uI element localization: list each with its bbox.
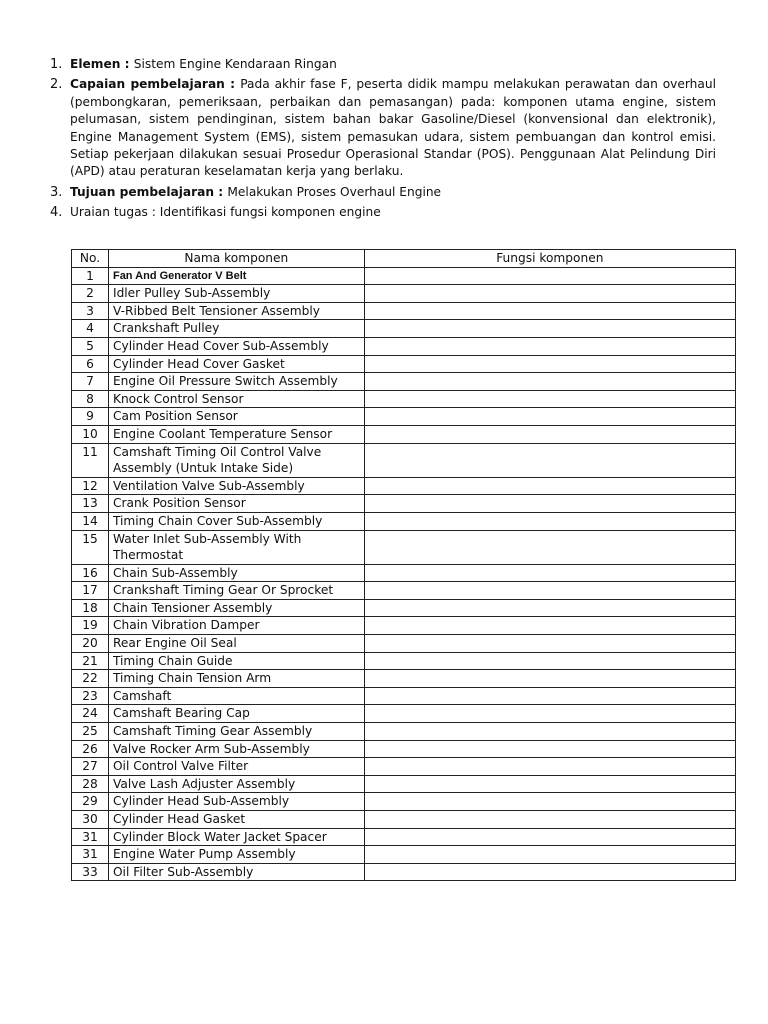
- header-no: No.: [72, 250, 109, 268]
- row-number: 12: [72, 477, 109, 495]
- table-row: [72, 355, 736, 373]
- table-row: [72, 740, 736, 758]
- table-row: [72, 617, 736, 635]
- table-row: [72, 373, 736, 391]
- component-function-cell[interactable]: [364, 564, 735, 582]
- table-row: [72, 530, 736, 564]
- component-name: Timing Chain Tension Arm: [108, 670, 364, 688]
- row-number: 16: [72, 564, 109, 582]
- table-row: [72, 320, 736, 338]
- component-name: Chain Sub-Assembly: [108, 564, 364, 582]
- row-number: 33: [72, 863, 109, 881]
- component-function-cell[interactable]: [364, 635, 735, 653]
- component-name: Oil Control Valve Filter: [108, 758, 364, 776]
- component-function-cell[interactable]: [364, 582, 735, 600]
- row-number: 17: [72, 582, 109, 600]
- component-function-cell[interactable]: [364, 390, 735, 408]
- row-number: 9: [72, 408, 109, 426]
- component-name: Cylinder Head Cover Sub-Assembly: [108, 337, 364, 355]
- row-number: 11: [72, 443, 109, 477]
- component-name: Timing Chain Guide: [108, 652, 364, 670]
- table-row: [72, 775, 736, 793]
- header-nama-komponen: Nama komponen: [108, 250, 364, 268]
- table-row: [72, 390, 736, 408]
- list-number: 1.: [50, 57, 63, 72]
- row-number: 19: [72, 617, 109, 635]
- list-number: 4.: [50, 205, 63, 221]
- component-name: Rear Engine Oil Seal: [108, 635, 364, 653]
- row-number: 13: [72, 495, 109, 513]
- item-label: Tujuan pembelajaran: [70, 184, 215, 199]
- component-function-cell[interactable]: [364, 652, 735, 670]
- component-name: Engine Water Pump Assembly: [108, 846, 364, 864]
- component-name: Water Inlet Sub-Assembly With Thermostat: [108, 530, 364, 564]
- table-row: [72, 495, 736, 513]
- component-name: Chain Vibration Damper: [108, 617, 364, 635]
- component-name: Engine Oil Pressure Switch Assembly: [108, 373, 364, 391]
- component-name: Idler Pulley Sub-Assembly: [108, 285, 364, 303]
- component-name: Ventilation Valve Sub-Assembly: [108, 477, 364, 495]
- row-number: 10: [72, 425, 109, 443]
- table-body: [72, 267, 736, 881]
- table-row: [72, 793, 736, 811]
- item-separator: :: [224, 77, 241, 92]
- row-number: 14: [72, 512, 109, 530]
- table-row: [72, 425, 736, 443]
- table-row: [72, 635, 736, 653]
- component-function-cell[interactable]: [364, 793, 735, 811]
- table-row: [72, 846, 736, 864]
- component-name: Engine Coolant Temperature Sensor: [108, 425, 364, 443]
- table-row: [72, 267, 736, 285]
- row-number: 8: [72, 390, 109, 408]
- task-list: [50, 56, 716, 225]
- component-name: Valve Lash Adjuster Assembly: [108, 775, 364, 793]
- component-function-cell[interactable]: [364, 302, 735, 320]
- component-function-cell[interactable]: [364, 477, 735, 495]
- component-name: Camshaft Bearing Cap: [108, 705, 364, 723]
- item-text: Pada akhir fase F, peserta didik mampu melakukan perawatan dan overhaul (pembongkaran, pemeriksaan, perbaikan dan pemasangan) pada: komponen utama engine, sistem pelumasan, sistem pendinginan, sistem bahan bakar Gasoline/Diesel (konvensional dan elektronik), Engine Management System (EMS), sistem pemasukan udara, sistem pembuangan dan kontrol emisi. Setiap pekerjaan dilakukan sesuai Prosedur Operasional Standar (POS). Penggunaan Alat Pelindung Diri (APD) atau peraturan keselamatan kerja yang berlaku.: [70, 77, 716, 179]
- component-function-cell[interactable]: [364, 512, 735, 530]
- component-name: Cylinder Head Sub-Assembly: [108, 793, 364, 811]
- table-row: [72, 670, 736, 688]
- row-number: 25: [72, 723, 109, 741]
- row-number: 20: [72, 635, 109, 653]
- component-name: Cylinder Head Gasket: [108, 811, 364, 829]
- component-function-cell[interactable]: [364, 846, 735, 864]
- component-name: Cam Position Sensor: [108, 408, 364, 426]
- component-name: Fan And Generator V Belt: [108, 267, 364, 285]
- row-number: 31: [72, 828, 109, 846]
- component-function-cell[interactable]: [364, 425, 735, 443]
- component-function-cell[interactable]: [364, 687, 735, 705]
- component-name: Crankshaft Timing Gear Or Sprocket: [108, 582, 364, 600]
- component-name: Timing Chain Cover Sub-Assembly: [108, 512, 364, 530]
- list-item-uraian: [50, 204, 716, 221]
- list-item-tujuan: [50, 184, 716, 201]
- component-function-cell[interactable]: [364, 355, 735, 373]
- item-label: Capaian pembelajaran: [70, 77, 225, 92]
- component-function-cell[interactable]: [364, 320, 735, 338]
- component-function-cell[interactable]: [364, 617, 735, 635]
- table-row: [72, 687, 736, 705]
- component-function-cell[interactable]: [364, 828, 735, 846]
- component-function-cell[interactable]: [364, 599, 735, 617]
- component-function-cell[interactable]: [364, 811, 735, 829]
- row-number: 7: [72, 373, 109, 391]
- component-function-cell[interactable]: [364, 373, 735, 391]
- row-number: 3: [72, 302, 109, 320]
- component-function-cell[interactable]: [364, 775, 735, 793]
- component-function-cell[interactable]: [364, 285, 735, 303]
- row-number: 18: [72, 599, 109, 617]
- row-number: 15: [72, 530, 109, 564]
- item-separator: :: [120, 57, 134, 71]
- table-row: [72, 408, 736, 426]
- list-item-elemen: [50, 56, 716, 73]
- list-item-capaian: [50, 76, 716, 180]
- component-name: Cylinder Block Water Jacket Spacer: [108, 828, 364, 846]
- table-row: [72, 863, 736, 881]
- table-row: [72, 582, 736, 600]
- component-name: Crank Position Sensor: [108, 495, 364, 513]
- component-name: Knock Control Sensor: [108, 390, 364, 408]
- list-number: 2.: [50, 77, 63, 93]
- component-name: Chain Tensioner Assembly: [108, 599, 364, 617]
- component-function-cell[interactable]: [364, 267, 735, 285]
- item-separator: :: [214, 184, 228, 199]
- row-number: 28: [72, 775, 109, 793]
- row-number: 24: [72, 705, 109, 723]
- row-number: 23: [72, 687, 109, 705]
- row-number: 31: [72, 846, 109, 864]
- table-row: [72, 828, 736, 846]
- table-header-row: [72, 250, 736, 268]
- component-function-cell[interactable]: [364, 758, 735, 776]
- component-name: Camshaft: [108, 687, 364, 705]
- component-function-cell[interactable]: [364, 337, 735, 355]
- row-number: 27: [72, 758, 109, 776]
- component-name: Camshaft Timing Gear Assembly: [108, 723, 364, 741]
- component-table: [71, 249, 736, 881]
- table-row: [72, 443, 736, 477]
- row-number: 29: [72, 793, 109, 811]
- component-function-cell[interactable]: [364, 670, 735, 688]
- row-number: 1: [72, 267, 109, 285]
- list-number: 3.: [50, 184, 63, 200]
- table-row: [72, 285, 736, 303]
- component-function-cell[interactable]: [364, 740, 735, 758]
- table-row: [72, 337, 736, 355]
- row-number: 22: [72, 670, 109, 688]
- table-row: [72, 811, 736, 829]
- table-row: [72, 564, 736, 582]
- table-row: [72, 477, 736, 495]
- header-fungsi-komponen: Fungsi komponen: [364, 250, 735, 268]
- item-text: Melakukan Proses Overhaul Engine: [227, 184, 442, 199]
- component-function-cell[interactable]: [364, 530, 735, 564]
- row-number: 2: [72, 285, 109, 303]
- table-row: [72, 599, 736, 617]
- component-name: Crankshaft Pulley: [108, 320, 364, 338]
- row-number: 26: [72, 740, 109, 758]
- component-name: Cylinder Head Cover Gasket: [108, 355, 364, 373]
- table-row: [72, 302, 736, 320]
- item-text: Sistem Engine Kendaraan Ringan: [133, 57, 337, 71]
- component-name: Oil Filter Sub-Assembly: [108, 863, 364, 881]
- component-name: Camshaft Timing Oil Control Valve Assembly (Untuk Intake Side): [108, 443, 364, 477]
- row-number: 30: [72, 811, 109, 829]
- item-label: Elemen: [70, 57, 121, 71]
- row-number: 4: [72, 320, 109, 338]
- row-number: 21: [72, 652, 109, 670]
- component-function-cell[interactable]: [364, 723, 735, 741]
- row-number: 5: [72, 337, 109, 355]
- component-function-cell[interactable]: [364, 705, 735, 723]
- component-function-cell[interactable]: [364, 495, 735, 513]
- row-number: 6: [72, 355, 109, 373]
- table-row: [72, 723, 736, 741]
- item-text: Uraian tugas : Identifikasi fungsi komponen engine: [70, 205, 381, 220]
- component-name: Valve Rocker Arm Sub-Assembly: [108, 740, 364, 758]
- table-row: [72, 652, 736, 670]
- table-row: [72, 705, 736, 723]
- component-function-cell[interactable]: [364, 408, 735, 426]
- component-function-cell[interactable]: [364, 863, 735, 881]
- component-function-cell[interactable]: [364, 443, 735, 477]
- table-row: [72, 758, 736, 776]
- table-row: [72, 512, 736, 530]
- component-name: V-Ribbed Belt Tensioner Assembly: [108, 302, 364, 320]
